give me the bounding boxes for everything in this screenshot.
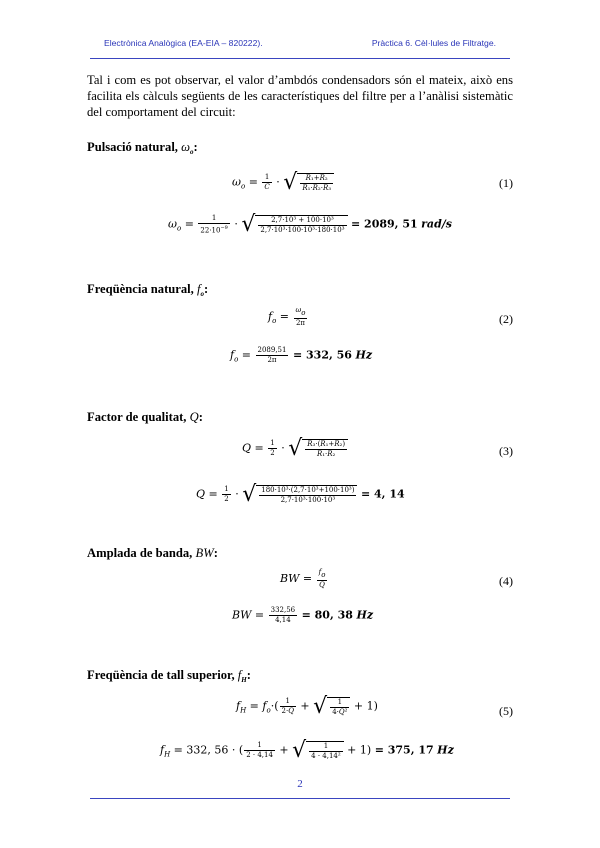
formula-4: BW = $\frac{fo}{Q}$	[280, 568, 326, 589]
unit-2: Hz	[355, 348, 373, 362]
section-sub: o	[190, 148, 194, 156]
formula-5-numeric: $f_H = 332$, 56 · ( $\frac{1}{2 \cdot 4,14}$ + √ $\frac{1}{\text{4 · 4,14²}}$ + 1) = 375, 17 Hz	[160, 738, 454, 763]
section-symbol: ω	[181, 140, 191, 154]
formula-3: Q = $\frac{1}{2}$ · √ $\frac{\text{R₃·(R₁+R₂)}}{\text{R₁·R₂}}$	[242, 436, 348, 461]
cap-value: 22·10	[200, 226, 221, 235]
section-symbol: BW	[195, 546, 214, 560]
section-sub: H	[241, 676, 247, 684]
unit-5: Hz	[437, 743, 454, 757]
colon: :	[198, 410, 203, 424]
result-5: = 375, 17	[374, 743, 434, 757]
formula-2: $f_o$ = $\frac{\omega o}{2\pi}$	[268, 306, 306, 327]
cap-exp: −9	[220, 224, 228, 231]
section-symbol: Q	[189, 410, 199, 424]
header-rule	[90, 58, 510, 59]
den-5a: 2 · 4,14	[246, 751, 273, 759]
colon: :	[193, 140, 198, 154]
unit-4: Hz	[356, 608, 374, 622]
num-3: 180·10³·(2,7·10³+100·10³)	[261, 485, 355, 494]
formula-5: $f_H = f_o\cdot$( $\frac{1}{2\cdot Q}$ + √ $\frac{1}{\text{4·Q²}}$ + 1)	[236, 694, 378, 719]
den-5b: 4 · 4,14²	[311, 751, 341, 760]
result-1: = 2089, 51	[351, 217, 418, 231]
num-2: 2089,51	[257, 346, 287, 354]
formula-4-numeric: BW = $\frac{332,56}{4,14}$ = 80, 38 Hz	[232, 606, 374, 624]
den-4: 4,14	[275, 616, 291, 624]
section-title: Freqüència de tall superior,	[87, 668, 235, 682]
den-1: 2,7·10³·100·10³·180·10³	[260, 225, 345, 234]
num-4: 332,56	[270, 606, 296, 614]
page-number: 2	[297, 778, 303, 790]
colon: :	[213, 546, 218, 560]
result-2: = 332, 56	[292, 348, 352, 362]
header-right: Pràctica 6. Cèl·lules de Filtratge.	[371, 38, 496, 48]
coef-5: 332, 56 ·	[186, 743, 236, 757]
result-3: = 4, 14	[360, 487, 405, 501]
formula-1: $\omega_o$ = $\frac{1}{C}$ · √ $\frac{\text{R₁+R₂}}{\text{R₁·R₂·R₃}}$	[232, 170, 334, 195]
section-natural-pulsation	[87, 140, 198, 156]
formula-1-numeric: $\omega_o$ = $\frac{1}{22\cdot 10^{-9}}$ · √ $\frac{\text{2,7·10³ + 100·10³}}{\text{2,7·10³·100·10³·180·10³}}$ = 2089, 51 rad/s	[168, 212, 452, 237]
section-title: Pulsació natural,	[87, 140, 178, 154]
section-title: Freqüència natural,	[87, 282, 194, 296]
intro-paragraph: Tal i com es pot observar, el valor d’ambdós condensadors són el mateix, això ens facilita els càlculs següents de les característiques del filtre per a l’anàlisi sistemàtic del comportament del circuit:	[87, 73, 513, 120]
footer-rule	[90, 798, 510, 799]
section-quality-factor	[87, 410, 203, 425]
colon: :	[246, 668, 251, 682]
header-left: Electrònica Analògica (EA-EIA – 820222).	[104, 38, 263, 48]
section-title: Factor de qualitat,	[87, 410, 187, 424]
unit-1: rad/s	[421, 217, 452, 231]
section-symbol: f	[237, 668, 242, 682]
section-symbol: f	[196, 282, 201, 296]
section-title: Amplada de banda,	[87, 546, 193, 560]
equation-number-4: (4)	[499, 574, 513, 588]
formula-3-numeric: Q = $\frac{1}{2}$ · √ $\frac{\text{180·10³·(2,7·10³+100·10³)}}{\text{2,7·10³·100·10³}}$ = 4, 14	[196, 482, 405, 507]
formula-2-numeric: $f_o$ = $\frac{2089,51}{2\pi}$ = 332, 56 Hz	[230, 346, 373, 364]
section-sub: o	[200, 290, 204, 298]
den-3: 2,7·10³·100·10³	[280, 495, 336, 504]
equation-number-1: (1)	[499, 176, 513, 190]
section-bandwidth	[87, 546, 218, 561]
section-upper-cutoff	[87, 668, 251, 684]
section-natural-frequency	[87, 282, 208, 298]
result-4: = 80, 38	[301, 608, 353, 622]
colon: :	[203, 282, 209, 296]
num-1: 2,7·10³ + 100·10³	[258, 216, 346, 226]
equation-number-3: (3)	[499, 444, 513, 458]
equation-number-5: (5)	[499, 704, 513, 718]
equation-number-2: (2)	[499, 312, 513, 326]
